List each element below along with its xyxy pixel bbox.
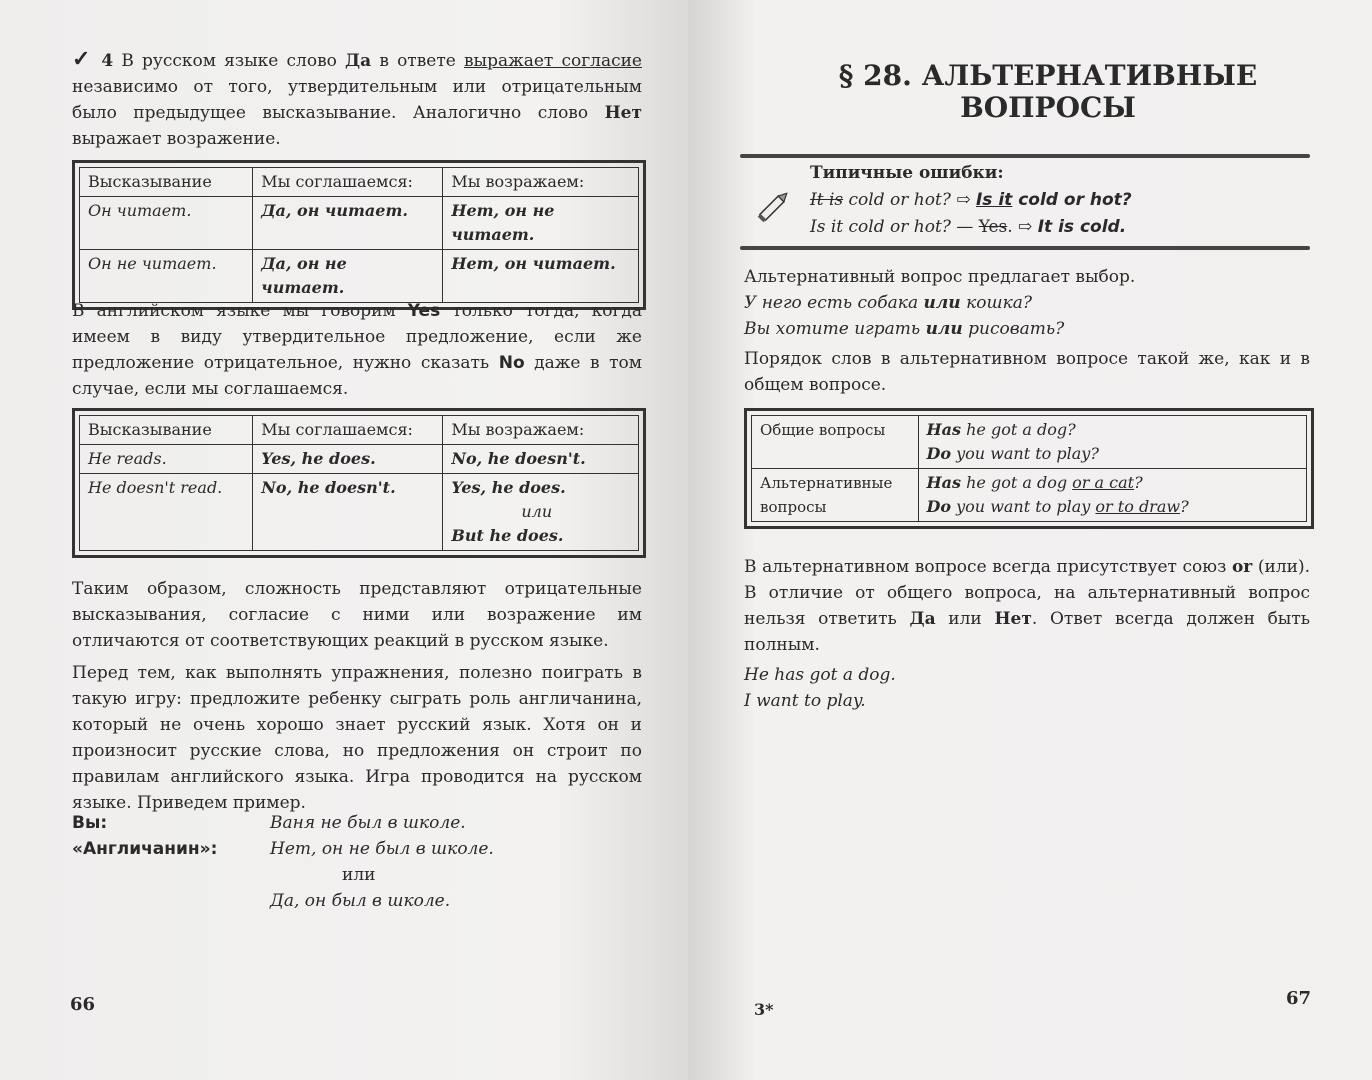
text: или bbox=[935, 609, 995, 629]
text: В английском языке мы говорим bbox=[72, 301, 408, 321]
signature-mark: 3* bbox=[754, 1000, 774, 1019]
cell: He reads. bbox=[80, 445, 253, 474]
text: Ваня не был в школе. bbox=[270, 813, 466, 833]
row-label: Общие вопросы bbox=[752, 416, 919, 469]
text: кошка? bbox=[960, 293, 1032, 313]
table-question-types bbox=[744, 408, 1314, 529]
text: Yes bbox=[407, 301, 441, 321]
text: It is cold. bbox=[1037, 217, 1127, 237]
text: cold or hot? bbox=[843, 190, 957, 210]
speaker-label: «Англичанин»: bbox=[72, 839, 218, 859]
table-row bbox=[80, 250, 639, 303]
text: you want to play bbox=[951, 497, 1096, 516]
cell bbox=[918, 416, 1307, 469]
divider bbox=[740, 154, 1310, 158]
text: or bbox=[1231, 557, 1253, 577]
text: только тогда, когда имеем в виду утвердительное предложение, если же предложение отрицательное, нужно сказать bbox=[72, 301, 642, 373]
text: или bbox=[521, 502, 553, 521]
text: I want to play. bbox=[744, 691, 866, 711]
table-russian-responses bbox=[72, 160, 646, 310]
pencil-icon bbox=[754, 186, 794, 230]
table-english-responses bbox=[72, 408, 646, 558]
text: Yes, he does. bbox=[451, 478, 566, 497]
header-cell: Высказывание bbox=[80, 168, 253, 197]
heading-line: § 28. АЛЬТЕРНАТИВНЫЕ bbox=[838, 59, 1258, 92]
text: ? bbox=[1180, 497, 1189, 516]
text: Да bbox=[909, 609, 936, 629]
text: But he does. bbox=[451, 526, 564, 545]
summary-paragraph: Таким образом, сложность представляют отрицательные высказывания, согласие с ними или возражение им отличаются от соответствующих реакций в русском языке. bbox=[72, 579, 642, 651]
text: в ответе bbox=[371, 51, 464, 71]
table-row bbox=[752, 416, 1307, 469]
text: or a cat bbox=[1072, 473, 1135, 492]
intro-text bbox=[744, 264, 1310, 342]
text: Is it cold or hot? — bbox=[810, 217, 979, 237]
arrow-icon: ⇨ bbox=[1018, 217, 1033, 237]
text: Да bbox=[345, 51, 372, 71]
text: В альтернативном вопросе всегда присутствует союз bbox=[744, 557, 1232, 577]
arrow-icon: ⇨ bbox=[956, 190, 971, 210]
text: It is bbox=[810, 190, 844, 210]
text: независимо от того, утвердительным или отрицательным было предыдущее высказывание. Аналогично слово bbox=[72, 77, 642, 123]
header-cell: Мы возражаем: bbox=[443, 416, 639, 445]
text: or to draw bbox=[1095, 497, 1181, 516]
typical-mistakes-box bbox=[810, 160, 1132, 241]
mistakes-title: Типичные ошибки: bbox=[810, 163, 1004, 183]
heading-line: ВОПРОСЫ bbox=[960, 91, 1136, 124]
intro-paragraph bbox=[72, 46, 642, 152]
english-yes-no-paragraph bbox=[72, 298, 642, 402]
text: he got a dog? bbox=[961, 420, 1076, 439]
text: He has got a dog. bbox=[744, 665, 896, 685]
text: или bbox=[923, 293, 961, 313]
cell bbox=[918, 469, 1307, 522]
text: Has bbox=[926, 420, 961, 439]
text: cold or hot? bbox=[1012, 190, 1132, 210]
cell: No, he doesn't. bbox=[443, 445, 639, 474]
table-row bbox=[80, 197, 639, 250]
game-paragraph: Перед тем, как выполнять упражнения, полезно поиграть в такую игру: предложите ребенку сыграть роль англичанина, который не очень хорошо знает русский язык. Хотя он и произносит русские слова, но предложения он строит по правилам английского языка. Игра проводится на русском языке. Приведем пример. bbox=[72, 663, 642, 813]
text: Да, он был в школе. bbox=[270, 891, 451, 911]
text: Нет bbox=[604, 103, 642, 123]
alternative-answer-paragraph bbox=[744, 554, 1310, 658]
cell: He doesn't read. bbox=[80, 474, 253, 551]
text: Альтернативный вопрос предлагает выбор. bbox=[744, 267, 1136, 287]
cell: No, he doesn't. bbox=[253, 474, 443, 551]
text: he got a dog bbox=[961, 473, 1073, 492]
text: Нет bbox=[994, 609, 1032, 629]
cell: Он не читает. bbox=[80, 250, 253, 303]
page-number: 67 bbox=[1286, 988, 1312, 1009]
text: рисовать? bbox=[962, 319, 1065, 339]
table-header-row bbox=[80, 168, 639, 197]
text: Do bbox=[926, 444, 952, 463]
text: Yes bbox=[978, 217, 1008, 237]
section-heading bbox=[748, 60, 1348, 124]
table-header-row bbox=[80, 416, 639, 445]
text: У него есть собака bbox=[744, 293, 924, 313]
divider bbox=[740, 246, 1310, 250]
text: или bbox=[342, 865, 376, 885]
text: No bbox=[498, 353, 525, 373]
page-number: 66 bbox=[70, 994, 96, 1015]
text: you want to play? bbox=[951, 444, 1099, 463]
cell: Yes, he does. bbox=[253, 445, 443, 474]
dialogue-example bbox=[72, 810, 642, 914]
answer-examples bbox=[744, 662, 1310, 714]
header-cell: Мы соглашаемся: bbox=[253, 416, 443, 445]
text: ? bbox=[1134, 473, 1143, 492]
text: . bbox=[1007, 217, 1019, 237]
text: . Ответ всегда должен быть полным. bbox=[744, 609, 1310, 655]
text: В русском языке слово bbox=[113, 51, 346, 71]
cell: Да, он читает. bbox=[253, 197, 443, 250]
text: Нет, он не был в школе. bbox=[270, 839, 494, 859]
text: или bbox=[925, 319, 963, 339]
cell: Он читает. bbox=[80, 197, 253, 250]
text: выражает возражение. bbox=[72, 129, 281, 149]
text: Has bbox=[926, 473, 961, 492]
item-number: 4 bbox=[101, 51, 114, 71]
text: (или). В отличие от общего вопроса, на альтернативный вопрос нельзя ответить bbox=[744, 557, 1310, 629]
table-row bbox=[752, 469, 1307, 522]
cell: Нет, он не читает. bbox=[443, 197, 639, 250]
right-page bbox=[688, 0, 1372, 1080]
header-cell: Мы соглашаемся: bbox=[253, 168, 443, 197]
check-icon: ✓ bbox=[72, 46, 94, 72]
cell bbox=[443, 474, 639, 551]
text: выражает согласие bbox=[463, 51, 642, 71]
text: Is it bbox=[975, 190, 1013, 210]
cell: Да, он не читает. bbox=[253, 250, 443, 303]
table-row bbox=[80, 474, 639, 551]
cell: Нет, он читает. bbox=[443, 250, 639, 303]
word-order-paragraph: Порядок слов в альтернативном вопросе такой же, как и в общем вопросе. bbox=[744, 349, 1310, 395]
speaker-label: Вы: bbox=[72, 813, 108, 833]
text: даже в том случае, если мы соглашаемся. bbox=[72, 353, 642, 399]
header-cell: Мы возражаем: bbox=[443, 168, 639, 197]
text: Do bbox=[926, 497, 952, 516]
row-label: Альтернативные вопросы bbox=[752, 469, 919, 522]
table-row bbox=[80, 445, 639, 474]
text: Вы хотите играть bbox=[744, 319, 926, 339]
header-cell: Высказывание bbox=[80, 416, 253, 445]
